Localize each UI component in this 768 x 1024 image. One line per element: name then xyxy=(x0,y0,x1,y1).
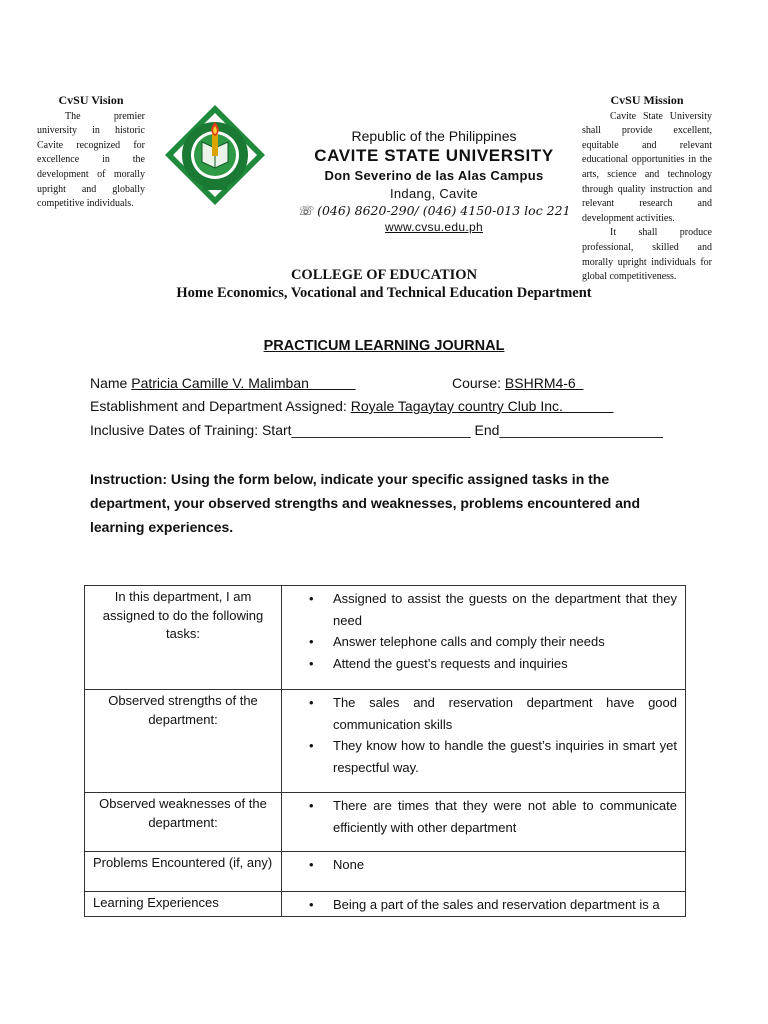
strengths-list xyxy=(290,692,677,778)
establishment-label: Establishment and Department Assigned: xyxy=(90,398,351,414)
name-value: Patricia Camille V. Malimban xyxy=(131,375,356,391)
list-item: • Answer telephone calls and comply their needs xyxy=(309,634,605,649)
name-line xyxy=(90,375,356,391)
tasks-list xyxy=(290,588,677,674)
list-item: • The sales and reservation department have good communication skills xyxy=(309,695,677,732)
table-row xyxy=(85,892,686,917)
table-row xyxy=(85,852,686,892)
vision-text: The premier university in historic Cavite recognized for excellence in the development of morally upright and globally competitive individuals. xyxy=(37,110,145,210)
list-item: • None xyxy=(309,857,365,872)
page-title: PRACTICUM LEARNING JOURNAL xyxy=(263,338,505,354)
name-label: Name xyxy=(90,375,132,391)
course-line xyxy=(452,375,584,391)
learning-label: Learning Experiences xyxy=(85,892,282,917)
table-row xyxy=(85,793,686,852)
table-row xyxy=(85,586,686,690)
instruction-text: Instruction: Using the form below, indicate your specific assigned tasks in the department, your observed strengths and weaknesses, problems encountered and learning experiences. xyxy=(90,471,641,535)
mission-heading: CvSU Mission xyxy=(610,93,684,107)
department-name: Home Economics, Vocational and Technical Education Department xyxy=(176,285,592,301)
campus-town: Indang, Cavite xyxy=(389,186,479,201)
list-item: • They know how to handle the guest’s inquiries in smart yet respectful way. xyxy=(309,738,677,775)
table-row xyxy=(85,690,686,793)
strengths-label: Observed strengths of the department: xyxy=(85,690,282,793)
problems-label: Problems Encountered (if, any) xyxy=(85,852,282,892)
course-label: Course: xyxy=(452,375,505,391)
learning-list xyxy=(290,894,677,916)
establishment-line xyxy=(90,398,613,414)
journal-table xyxy=(84,585,686,917)
list-item: • There are times that they were not able to communicate efficiently with other department xyxy=(309,798,677,835)
mission-text-2: It shall produce professional, skilled and morally upright individuals for global competitiveness. xyxy=(582,227,712,283)
dates-end-label: End xyxy=(470,422,500,438)
list-item: • Being a part of the sales and reservation department is a xyxy=(309,897,660,912)
phone-icon: ☏ xyxy=(297,203,314,218)
letterhead xyxy=(266,127,602,235)
establishment-value: Royale Tagaytay country Club Inc. xyxy=(350,398,614,414)
dates-end-blank: _____________________ xyxy=(499,422,663,438)
mission-text-1: Cavite State University shall provide excellent, equitable and relevant educational opportunities in the arts, science and technology through quality instruction and relevant research and development activities. xyxy=(582,110,712,224)
tasks-label: In this department, I am assigned to do the following tasks: xyxy=(85,586,282,690)
problems-list xyxy=(290,854,677,876)
weaknesses-list xyxy=(290,795,677,838)
phone-number: (046) 8620-290/ (046) 4150-013 loc 221 xyxy=(317,203,571,218)
campus-name: Don Severino de las Alas Campus xyxy=(324,168,544,183)
vision-heading: CvSU Vision xyxy=(58,93,124,107)
list-item: • Attend the guest’s requests and inquiries xyxy=(309,655,568,671)
course-value: BSHRM4-6 xyxy=(504,375,584,391)
vision-block xyxy=(37,93,145,212)
college-name: COLLEGE OF EDUCATION xyxy=(290,267,478,283)
list-item: • Assigned to assist the guests on the department that they need xyxy=(309,591,677,628)
republic-line: Republic of the Philippines xyxy=(351,128,517,144)
phone-line xyxy=(266,202,602,219)
dates-line xyxy=(90,422,663,438)
college-header xyxy=(0,266,768,302)
weaknesses-label: Observed weaknesses of the department: xyxy=(85,793,282,852)
website-link[interactable]: www.cvsu.edu.ph xyxy=(385,220,483,234)
dates-label: Inclusive Dates of Training: Start xyxy=(90,422,292,438)
university-name: CAVITE STATE UNIVERSITY xyxy=(314,146,554,165)
dates-start-blank: _______________________ xyxy=(291,422,471,438)
university-seal-icon xyxy=(164,104,266,206)
